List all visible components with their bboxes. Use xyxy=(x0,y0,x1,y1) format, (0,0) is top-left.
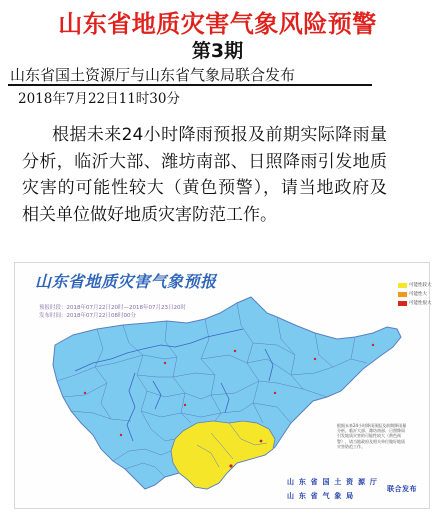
legend-label: 可能性很大 xyxy=(409,301,432,306)
map-issue-time: 发布时间：2018年07月22日08时00分 xyxy=(39,313,136,319)
map-agency-met: 山 东 省 气 象 局 xyxy=(287,491,355,500)
legend-label: 可能性较大 xyxy=(409,283,432,288)
issue-number: 第3期 xyxy=(191,40,244,62)
issue-datetime: 2018年7月22日11时30分 xyxy=(18,91,180,107)
warning-body-text: 根据未来24小时降雨预报及前期实际降雨量分析，临沂大部、潍坊南部、日照降雨引发地质灾害的可能性较大（黄色预警），请当地政府及相关单位做好地质灾害防范工作。 xyxy=(22,125,387,225)
warning-map xyxy=(14,262,430,509)
map-title: 山东省地质灾害气象预报 xyxy=(35,272,217,291)
city-marker-rizhao xyxy=(260,440,263,443)
map-agency-suffix: 联合发布 xyxy=(387,484,417,493)
legend-row xyxy=(398,299,432,307)
legend-swatch xyxy=(398,301,407,306)
map-note: 根据未来24小时降雨预报及前期降雨量分析，临沂大部、潍坊南部、日照降雨引发地质灾害的可能性较大（黄色预警），请当地政府及相关单位做好地质灾害防范工作。 xyxy=(337,423,407,449)
legend-label: 可能性大 xyxy=(409,292,427,297)
legend-row xyxy=(398,281,432,289)
legend-swatch xyxy=(398,292,407,297)
map-legend xyxy=(398,281,432,308)
province-map-svg xyxy=(15,263,429,508)
legend-swatch xyxy=(398,283,407,288)
header-rule xyxy=(8,84,372,86)
map-valid-time: 预报时段：2018年07月22日20时—2018年07月23日20时 xyxy=(39,305,186,311)
legend-row xyxy=(398,290,432,298)
warning-title: 山东省地质灾害气象风险预警 xyxy=(58,10,377,38)
publisher-line: 山东省国土资源厅与山东省气象局联合发布 xyxy=(10,66,296,84)
city-marker-linyi xyxy=(229,464,232,467)
map-agency-land: 山 东 省 国 土 资 源 厅 xyxy=(287,477,379,486)
